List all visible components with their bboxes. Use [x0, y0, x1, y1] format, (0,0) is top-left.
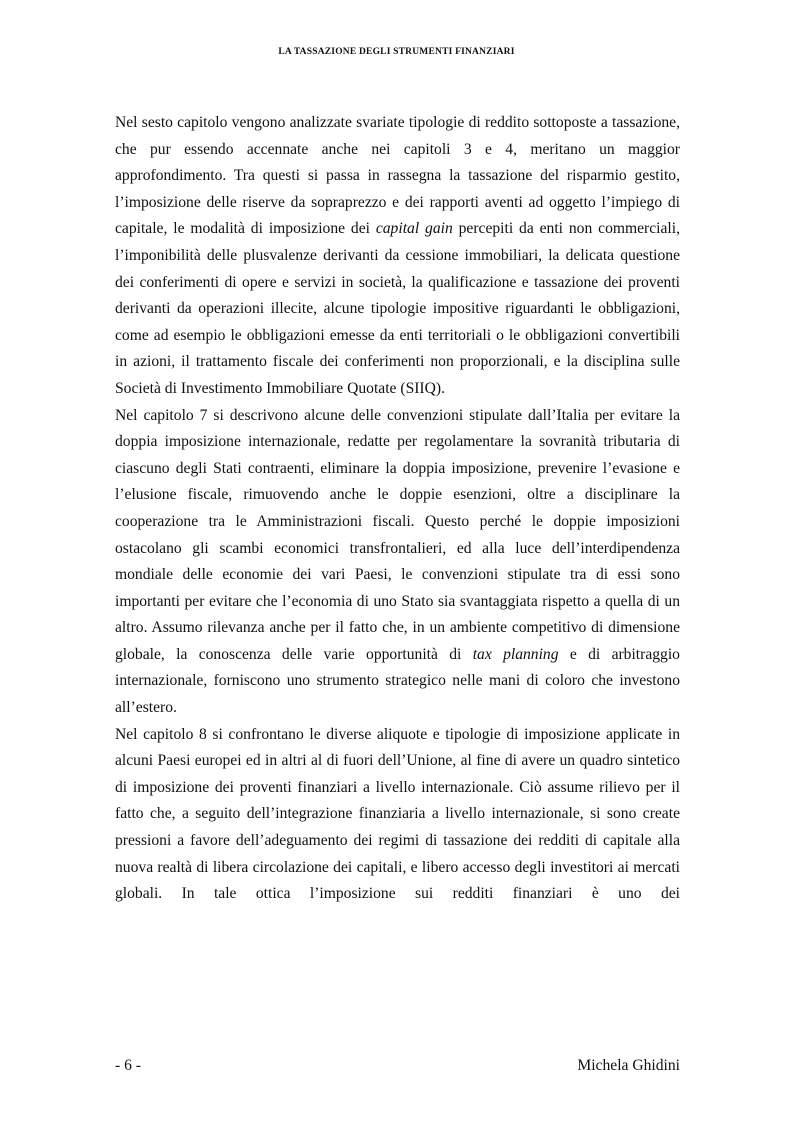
paragraph-chapter-7	[115, 403, 680, 722]
paragraph-text: percepiti da enti non commerciali, l’imponibilità delle plusvalenze derivanti da cessione immobiliari, la delicata questione dei conferimenti di opere e servizi in società, la qualificazione e tassazione dei proventi derivanti da operazioni illecite, alcune tipologie impositive riguardanti le obbligazioni, come ad esempio le obbligazioni emesse da enti territoriali o le obbligazioni convertibili in azioni, il trattamento fiscale dei conferimenti non proporzionali, e la disciplina sulle Società di Investimento Immobiliare Quotate (SIIQ).	[115, 220, 680, 397]
paragraph-text: e di arbitraggio internazionale, forniscono uno strumento strategico nelle mani di coloro che investono all’estero.	[115, 645, 680, 717]
paragraph-chapter-8	[115, 722, 680, 908]
page-number: - 6 -	[115, 1057, 141, 1074]
author-name: Michela Ghidini	[577, 1057, 680, 1074]
running-header: LA TASSAZIONE DEGLI STRUMENTI FINANZIARI	[278, 47, 515, 57]
paragraph-text: Nel capitolo 8 si confrontano le diverse aliquote e tipologie di imposizione applicate in alcuni Paesi europei ed in altri al di fuori dell’Unione, al fine di avere un quadro sintetico di imposizione dei proventi finanziari a livello internazionale. Ciò assume rilievo per il fatto che, a seguito dell’integrazione finanziaria a livello internazionale, si sono create pressioni a favore dell’adeguamento dei regimi di tassazione dei redditi di capitale alla nuova realtà di libera circolazione dei capitali, e libero accesso degli investitori ai mercati globali. In tale ottica l’imposizione sui redditi finanziari è uno dei	[115, 725, 680, 903]
document-body	[115, 110, 680, 908]
italic-term-capital-gain: capital gain	[375, 220, 453, 238]
italic-term-tax-planning: tax planning	[472, 645, 559, 663]
paragraph-text: Nel capitolo 7 si descrivono alcune delle convenzioni stipulate dall’Italia per evitare la doppia imposizione internazionale, redatte per regolamentare la sovranità tributaria di ciascuno degli Stati contraenti, eliminare la doppia imposizione, prevenire l’evasione e l’elusione fiscale, rimuovendo anche le doppie esenzioni, oltre a disciplinare la cooperazione tra le Amministrazioni fiscali. Questo perché le doppie imposizioni ostacolano gli scambi economici transfrontalieri, ed alla luce dell’interdipendenza mondiale delle economie dei vari Paesi, le convenzioni stipulate tra di essi sono importanti per evitare che l’economia di uno Stato sia svantaggiata rispetto a quella di un altro. Assumo rilevanza anche per il fatto che, in un ambiente competitivo di dimensione globale, la conoscenza delle varie opportunità di	[115, 406, 680, 663]
page-footer	[115, 1057, 680, 1075]
paragraph-text: Nel sesto capitolo vengono analizzate svariate tipologie di reddito sottoposte a tassazione, che pur essendo accennate anche nei capitoli 3 e 4, meritano un maggior approfondimento. Tra questi si passa in rassegna la tassazione del risparmio gestito, l’imposizione delle riserve da sopraprezzo e dei rapporti aventi ad oggetto l’impiego di capitale, le modalità di imposizione dei	[115, 114, 680, 238]
paragraph-chapter-6	[115, 110, 680, 403]
